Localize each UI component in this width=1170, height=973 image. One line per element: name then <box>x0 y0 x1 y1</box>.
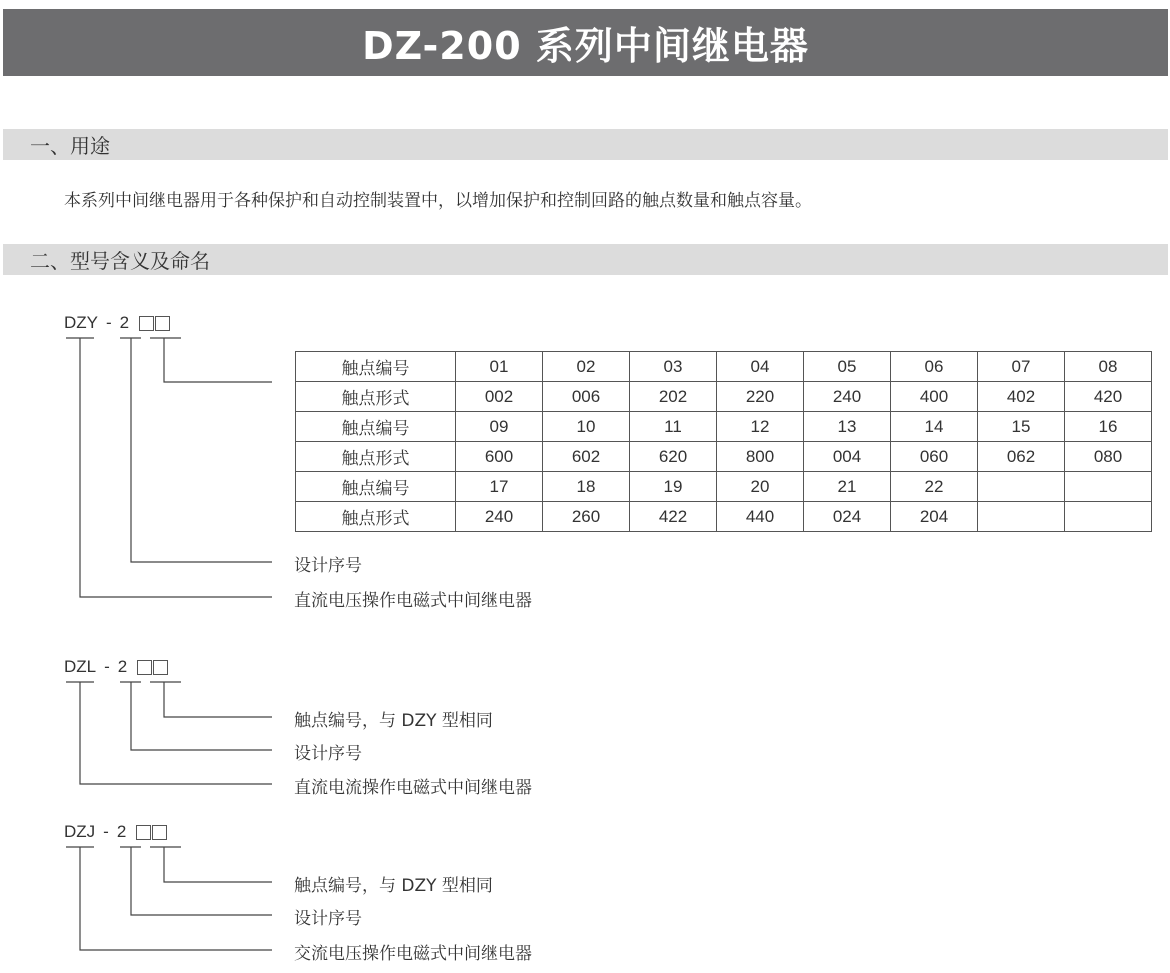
table-cell: 062 <box>978 442 1065 472</box>
model-prefix: DZJ <box>64 822 96 841</box>
table-cell: 400 <box>891 382 978 412</box>
table-cell: 600 <box>456 442 543 472</box>
table-cell: 422 <box>630 502 717 532</box>
label-contact-number: 触点编号，与 DZY 型相同 <box>294 876 493 896</box>
table-cell: 220 <box>717 382 804 412</box>
table-cell: 08 <box>1065 352 1152 382</box>
table-row <box>296 352 1152 382</box>
section-heading-usage: 一、用途 <box>3 129 1168 160</box>
model-digit: 2 <box>119 313 130 332</box>
row-header: 触点形式 <box>296 382 456 412</box>
label-design-serial: 设计序号 <box>294 744 362 764</box>
table-cell: 620 <box>630 442 717 472</box>
table-cell: 19 <box>630 472 717 502</box>
table-cell: 17 <box>456 472 543 502</box>
table-cell: 06 <box>891 352 978 382</box>
table-cell: 080 <box>1065 442 1152 472</box>
table-cell: 204 <box>891 502 978 532</box>
row-header: 触点编号 <box>296 352 456 382</box>
table-cell <box>1065 472 1152 502</box>
model-dash: - <box>106 313 112 332</box>
table-cell: 10 <box>543 412 630 442</box>
row-header: 触点形式 <box>296 442 456 472</box>
table-cell: 02 <box>543 352 630 382</box>
section-heading-naming: 二、型号含义及命名 <box>3 244 1168 275</box>
table-cell: 04 <box>717 352 804 382</box>
label-model-type: 交流电压操作电磁式中间继电器 <box>294 944 532 964</box>
model-prefix: DZL <box>64 657 97 676</box>
label-design-serial: 设计序号 <box>294 909 362 929</box>
table-cell: 420 <box>1065 382 1152 412</box>
table-cell: 07 <box>978 352 1065 382</box>
table-cell: 800 <box>717 442 804 472</box>
table-cell: 05 <box>804 352 891 382</box>
model-digit: 2 <box>116 822 127 841</box>
model-prefix: DZY <box>64 313 98 332</box>
table-cell: 21 <box>804 472 891 502</box>
table-cell: 602 <box>543 442 630 472</box>
table-row <box>296 472 1152 502</box>
model-dash: - <box>103 822 109 841</box>
table-cell: 20 <box>717 472 804 502</box>
contact-table <box>295 351 1152 532</box>
table-cell: 22 <box>891 472 978 502</box>
table-cell: 024 <box>804 502 891 532</box>
table-cell: 060 <box>891 442 978 472</box>
model-digit: 2 <box>117 657 128 676</box>
table-cell: 006 <box>543 382 630 412</box>
table-cell: 260 <box>543 502 630 532</box>
usage-description: 本系列中间继电器用于各种保护和自动控制装置中，以增加保护和控制回路的触点数量和触点容量。 <box>64 191 812 211</box>
table-row <box>296 442 1152 472</box>
table-row <box>296 412 1152 442</box>
row-header: 触点编号 <box>296 472 456 502</box>
table-cell: 11 <box>630 412 717 442</box>
table-cell: 14 <box>891 412 978 442</box>
table-cell <box>978 472 1065 502</box>
row-header: 触点编号 <box>296 412 456 442</box>
table-cell: 01 <box>456 352 543 382</box>
table-cell: 440 <box>717 502 804 532</box>
table-cell: 09 <box>456 412 543 442</box>
table-cell: 402 <box>978 382 1065 412</box>
table-row <box>296 502 1152 532</box>
table-cell: 16 <box>1065 412 1152 442</box>
label-contact-number: 触点编号，与 DZY 型相同 <box>294 711 493 731</box>
model-dash: - <box>104 657 110 676</box>
label-design-serial: 设计序号 <box>294 556 362 576</box>
table-cell: 240 <box>456 502 543 532</box>
table-cell <box>978 502 1065 532</box>
row-header: 触点形式 <box>296 502 456 532</box>
table-cell: 12 <box>717 412 804 442</box>
table-cell: 240 <box>804 382 891 412</box>
label-model-type: 直流电压操作电磁式中间继电器 <box>294 591 532 611</box>
table-cell: 18 <box>543 472 630 502</box>
table-cell: 002 <box>456 382 543 412</box>
page-title: DZ-200 系列中间继电器 <box>3 9 1168 76</box>
table-cell: 03 <box>630 352 717 382</box>
table-cell: 13 <box>804 412 891 442</box>
table-cell: 15 <box>978 412 1065 442</box>
table-cell: 004 <box>804 442 891 472</box>
label-model-type: 直流电流操作电磁式中间继电器 <box>294 778 532 798</box>
table-row <box>296 382 1152 412</box>
table-cell: 202 <box>630 382 717 412</box>
table-cell <box>1065 502 1152 532</box>
